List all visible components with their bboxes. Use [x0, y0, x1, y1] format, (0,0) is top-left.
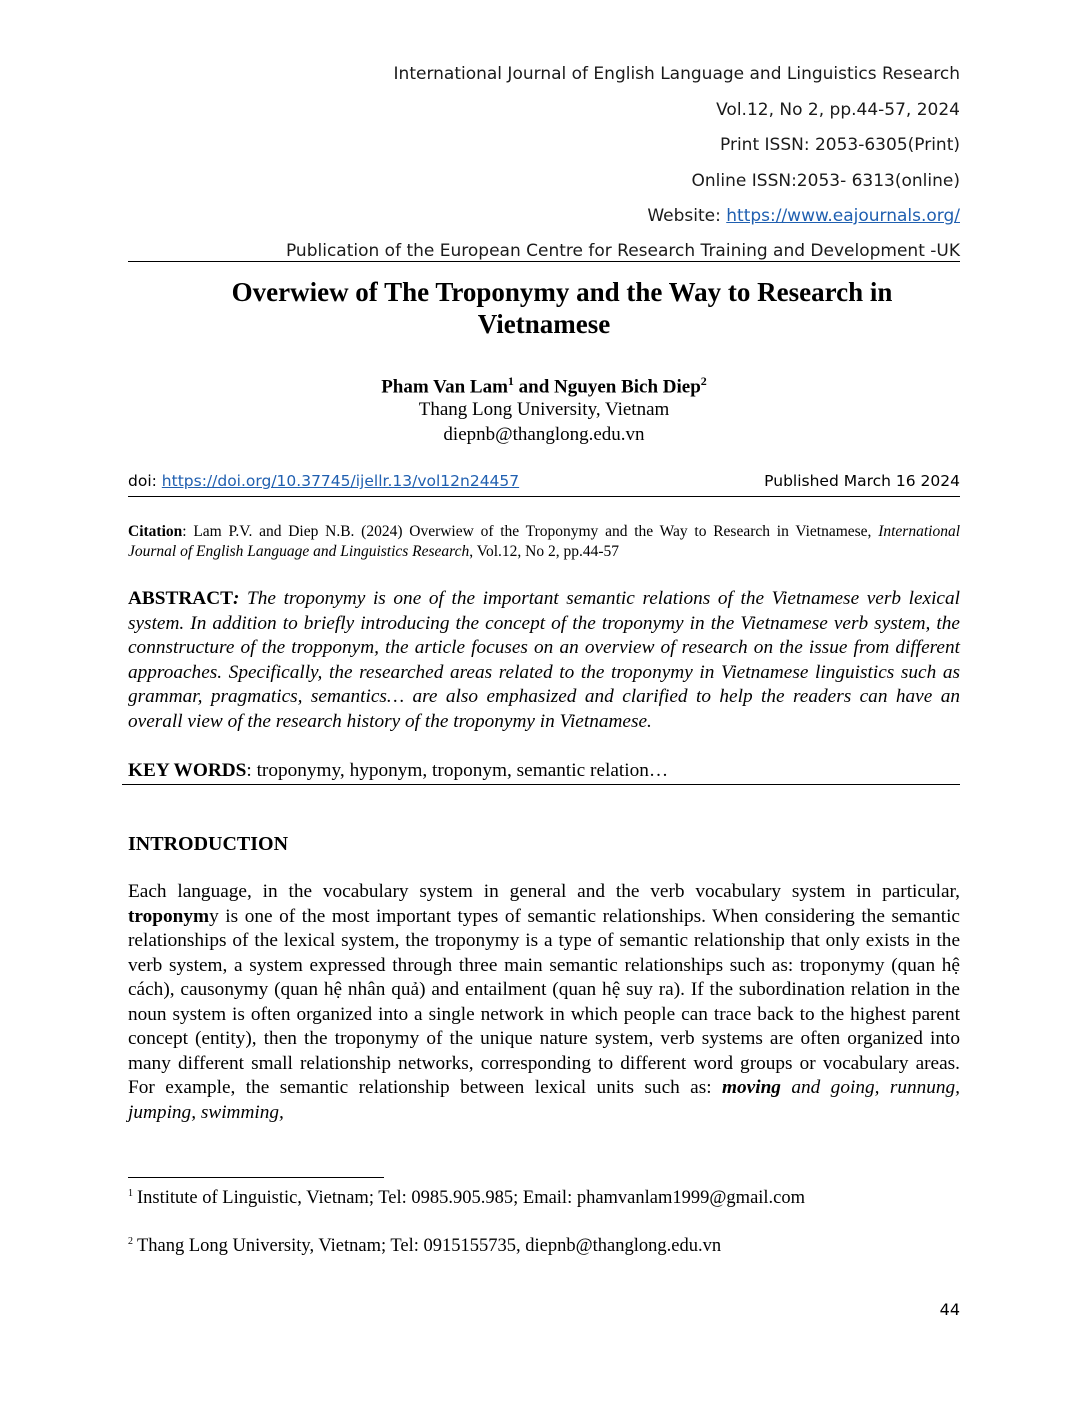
- author-1: Pham Van Lam: [381, 376, 508, 398]
- published-date: Published March 16 2024: [764, 472, 960, 490]
- doi-link[interactable]: https://doi.org/10.37745/ijellr.13/vol12n24457: [161, 472, 520, 490]
- citation-tail: , Vol.12, No 2, pp.44-57: [469, 543, 619, 560]
- website-line: [647, 206, 960, 226]
- paper-title: [128, 276, 960, 340]
- intro-italic-terms: and going, runnung, jumping, swimming,: [128, 1077, 960, 1123]
- abstract-divider: [122, 784, 960, 785]
- footnote-1-text: Institute of Linguistic, Vietnam; Tel: 0985.905.985; Email: phamvanlam1999@gmail.com: [137, 1188, 806, 1209]
- keywords: [128, 760, 960, 782]
- title-line-2: Vietnamese: [477, 309, 611, 339]
- doi-line: [128, 472, 960, 490]
- citation-label: Citation: [128, 523, 183, 540]
- citation: [128, 522, 960, 562]
- abstract-colon: :: [233, 588, 240, 609]
- footnote-2-text: Thang Long University, Vietnam; Tel: 0915155735, diepnb@thanglong.edu.vn: [137, 1236, 722, 1257]
- affiliation: Thang Long University, Vietnam: [418, 399, 670, 420]
- print-issn: Print ISSN: 2053-6305(Print): [720, 135, 960, 155]
- abstract-label: ABSTRACT: [128, 588, 234, 609]
- author-email: diepnb@thanglong.edu.vn: [443, 424, 645, 445]
- footnote-2: [128, 1236, 721, 1257]
- section-heading-introduction: INTRODUCTION: [128, 833, 289, 855]
- footnote-2-mark: 2: [128, 1236, 133, 1247]
- abstract-text: The troponymy is one of the important semantic relations of the Vietnamese verb lexical system. In addition to briefly introducing the concept of the troponymy in the Vietnamese verb system, the connstructure of the tropponym, the article focuses on an overview of research on the issue from different approaches. Specifically, the researched areas related to the troponymy in Vietnamese linguistics such as grammar, pragmatics, semantics… are also emphasized and clarified to help the readers can have an overall view of the research history of the troponymy in Vietnamese.: [128, 588, 960, 732]
- abstract: [128, 587, 960, 734]
- author-1-mark: 1: [507, 374, 514, 388]
- author-and: and: [518, 376, 550, 398]
- website-label: Website:: [647, 206, 721, 226]
- website-link[interactable]: https://www.eajournals.org/: [726, 206, 960, 226]
- page-number: 44: [939, 1300, 960, 1319]
- intro-bold-term: troponym: [128, 905, 210, 927]
- footnote-1: [128, 1188, 805, 1209]
- header-divider: [128, 261, 960, 262]
- keywords-label: KEY WORDS: [128, 760, 247, 781]
- footnote-divider: [128, 1177, 384, 1178]
- author-2-mark: 2: [700, 374, 707, 388]
- introduction-paragraph: [128, 880, 960, 1125]
- keywords-text: : troponymy, hyponym, troponym, semantic relation…: [246, 760, 669, 781]
- title-line-1: Overwiew of The Troponymy and the Way to Research in: [231, 277, 893, 307]
- author-2: Nguyen Bich Diep: [554, 376, 701, 398]
- citation-text: : Lam P.V. and Diep N.B. (2024) Overwiew of the Troponymy and the Way to Research in Vietnamese,: [182, 523, 872, 540]
- doi-divider: [128, 496, 960, 497]
- volume-info: Vol.12, No 2, pp.44-57, 2024: [716, 100, 960, 120]
- citation-journal: International Journal of English Language and Linguistics Research: [128, 523, 961, 560]
- intro-text-start: Each language, in the vocabulary system in general and the verb vocabulary system in particular,: [128, 881, 960, 902]
- online-issn: Online ISSN:2053- 6313(online): [691, 171, 960, 191]
- journal-name: International Journal of English Language and Linguistics Research: [393, 64, 960, 84]
- publisher-line: Publication of the European Centre for Research Training and Development -UK: [285, 241, 960, 261]
- intro-bolditalic-term: moving: [722, 1077, 781, 1098]
- footnote-1-mark: 1: [128, 1188, 133, 1199]
- intro-text-body: y is one of the most important types of semantic relationships. When considering the semantic relationships of the lexical system, the troponymy is a type of semantic relationship that only exists in the verb system, a system expressed through three main semantic relationships such as: troponymy (quan hệ cách), causonymy (quan hệ nhân quả) and entailment (quan hệ suy ra). If the subordination relation in the noun system is often organized into a single network in which people can trace back to the highest parent concept (entity), then the troponymy of the unique nature system, verb systems are often organized into many different small relationship networks, corresponding to different word groups or vocabulary areas. For example, the semantic relationship between lexical units such as:: [128, 905, 960, 1098]
- doi-label: doi:: [128, 472, 157, 490]
- author-line: [128, 374, 960, 398]
